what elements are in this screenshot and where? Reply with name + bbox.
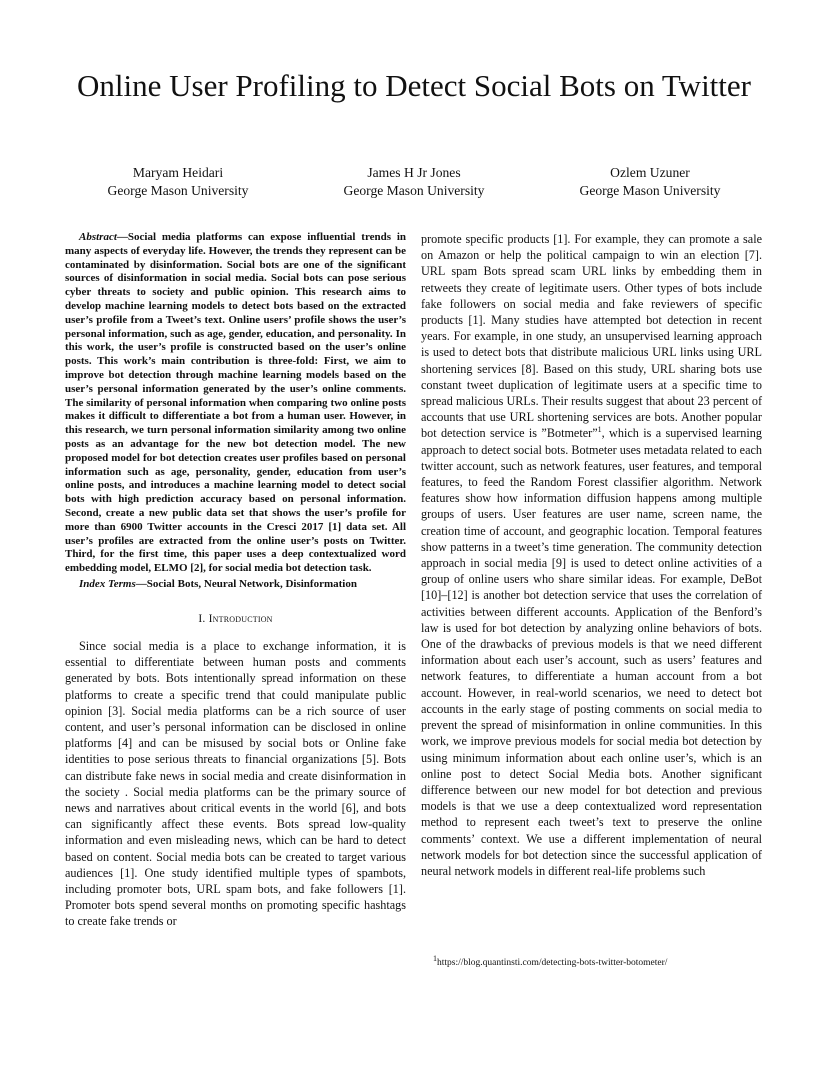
abstract-text: Social media platforms can expose influential trends in many aspects of everyday life. However, the trends they represent can be contaminated by disinformation. Social bots are one of the significant sources of disinformation in social media. Social bots can pose serious cyber threats to society and public opinion. This research aims to develop machine learning models to detect bots based on the extracted user’s profile from a Tweet’s text. Online users’ profile shows the user’s personal information, such as age, gender, education, and personality. In this work, the user’s profile is constructed based on the user’s online posts. This work’s main contribution is three-fold: First, we aim to improve bot detection through machine learning models based on the user’s personal information generated by the user’s online comments. The similarity of personal information when comparing two online posts makes it difficult to differentiate a bot from a human user. However, in this research, we turn personal information similarity among two online posts as an advantage for the new bot detection model. The new proposed model for bot detection creates user profiles based on personal information such as age, personality, gender, education from user’s online posts, and introduces a machine learning model to detect social bots with high prediction accuracy based on personal information. Second, create a new public data set that shows the user’s profile for more than 6900 Twitter accounts in the Cresci 2017 [1] data set. All user’s profiles are extracted from the online user’s posts on Twitter. Third, for the first time, this paper uses a deep contextualized word embedding model, ELMO [2], for social media bot detection task. [65,231,406,575]
section-heading [65,612,406,626]
index-terms-text: Social Bots, Neural Network, Disinformation [146,577,357,590]
right-column [421,231,762,879]
abstract: Abstract—Social media platforms can expose influential trends in many aspects of everyday life. However, the trends they represent can be contaminated by disinformation. Social bots are one of the significant sources of disinformation in social media. Social bots can pose serious cyber threats to society and public opinion. This research aims to develop machine learning models to detect bots based on the extracted user’s profile from a Tweet’s text. Online users’ profile shows the user’s personal information, such as age, gender, education, and personality. In this work, the user’s profile is constructed based on the user’s online posts. This work’s main contribution is three-fold: First, we aim to improve bot detection through machine learning models based on the user’s personal information generated by the user’s online comments. The similarity of personal information when comparing two online posts makes it difficult to differentiate a bot from a human user. However, in this research, we turn personal information similarity among two online posts as an advantage for the new bot detection model. The new proposed model for bot detection creates user profiles based on personal information such as age, personality, gender, education from user’s online posts, and introduces a machine learning model to detect social bots with high prediction accuracy based on personal information. Second, create a new public data set that shows the user’s profile for more than 6900 Twitter accounts in the Cresci 2017 [1] data set. All user’s profiles are extracted from the online user’s posts on Twitter. Third, for the first time, this paper uses a deep contextualized word embedding model, ELMO [2], for social media bot detection task. [65,231,406,575]
footnote-url[interactable]: https://blog.quantinsti.com/detecting-bots-twitter-botometer/ [437,958,668,968]
author-name: James H Jr Jones [367,165,461,180]
author [60,164,296,200]
author-affiliation: George Mason University [343,183,485,198]
author-name: Ozlem Uzuner [610,165,690,180]
index-terms: Index Terms—Social Bots, Neural Network, Disinformation [79,577,357,590]
footnote-marker: 1 [597,425,602,435]
author [296,164,532,200]
section-number: I. [198,611,206,625]
left-column [65,231,406,930]
intro-paragraph-continued [421,231,762,879]
author-block [60,164,768,200]
author-affiliation: George Mason University [579,183,721,198]
footnote-number: 1 [433,953,437,963]
paper-title: Online User Profiling to Detect Social Bots on Twitter [77,68,751,103]
body-text-part: , which is a supervised learning approach to detect social bots. Botmeter uses metadata related to each twitter account, such as network features, user features, and temporal features, to feed the Random Forest classifier algorithm. Network features show how information diffusion happens among multiple groups of users. User features are user name, screen name, the creation time of account, and geographic location. Temporal features show patterns in a tweet’s time generation. The community detection approach in social media [9] is used to detect online activities of a group of online users who share similar ideas. For example, DeBot [10]–[12] is another bot detection service that uses the correlation of activities between different accounts. Application of the Benford’s law is used for bot detection by analyzing online behaviors of bots. One of the drawbacks of previous models is that we need different information about each user’s account, such as users’ features and network features, to differentiate a human account from a bot account. However, in real-world scenarios, we need to detect bot accounts in the early stage of posting comments on social media to prevent the spread of misinformation in online communities. In this work, we improve previous models for social media bot detection by using minimum information about each online user’s, which is an online post to detect Social Media bots. Another significant difference between our new model for bot detection and previous models is that we use a deep contextualized word representation method to represent each tweet’s text to preserve the online comments’ context. We use a different implementation of neural network models for bot detection since the successful application of neural network models in different real-life problems such [421,426,762,878]
index-terms-lead: Index Terms [79,577,136,590]
section-title: Introduction [208,611,273,625]
author [532,164,768,200]
body-text-part: promote specific products [1]. For example, they can promote a sale on Amazon or help the political campaign to win an election [7]. URL spam Bots spread scam URL links by embedding them in retweets they create of legitimate users. Other types of bots include fake followers on social media and fake reviewers of specific products [1]. Many studies have attempted bot detection in recent years. For example, in one study, an unsupervised learning approach is used to detect bots that distribute malicious URL links using URL shortening services [8]. Based on this study, URL sharing bots use constant tweet duplication of legitimate users at a specific time to spread malicious URLs. Their results suggest that about 23 percent of accounts that use URL shortening services are bots. Another popular bot detection service is ”Botmeter” [421,232,762,441]
abstract-lead: Abstract [79,231,117,243]
footnote [433,953,763,969]
author-name: Maryam Heidari [132,165,224,180]
author-affiliation: George Mason University [107,183,249,198]
intro-paragraph: Since social media is a place to exchange information, it is essential to differentiate between human posts and comments generated by bots. Bots intentionally spread information on these platforms to create a specific trend that could manipulate public opinion [3]. Social media platforms can be a rich source of user content, and user’s personal information can be disclosed in online platforms [4] and can be misused by social bots or Online fake identities to pose serious threats to financial organizations [5]. Bots can distribute fake news in social media and create disinformation in the society . Social media platforms can be the primary source of news and narratives about critical events in the world [6], and bots can significantly affect these events. Bots spread low-quality information and even misleading news, which can be hard to detect based on content. Social media bots can be created to target various audiences [1]. One study identified multiple types of spambots, including promoter bots, URL spam bots, and fake followers [1]. Promoter bots spend several months on promoting specific hashtags to create fake trends or [65,638,406,929]
